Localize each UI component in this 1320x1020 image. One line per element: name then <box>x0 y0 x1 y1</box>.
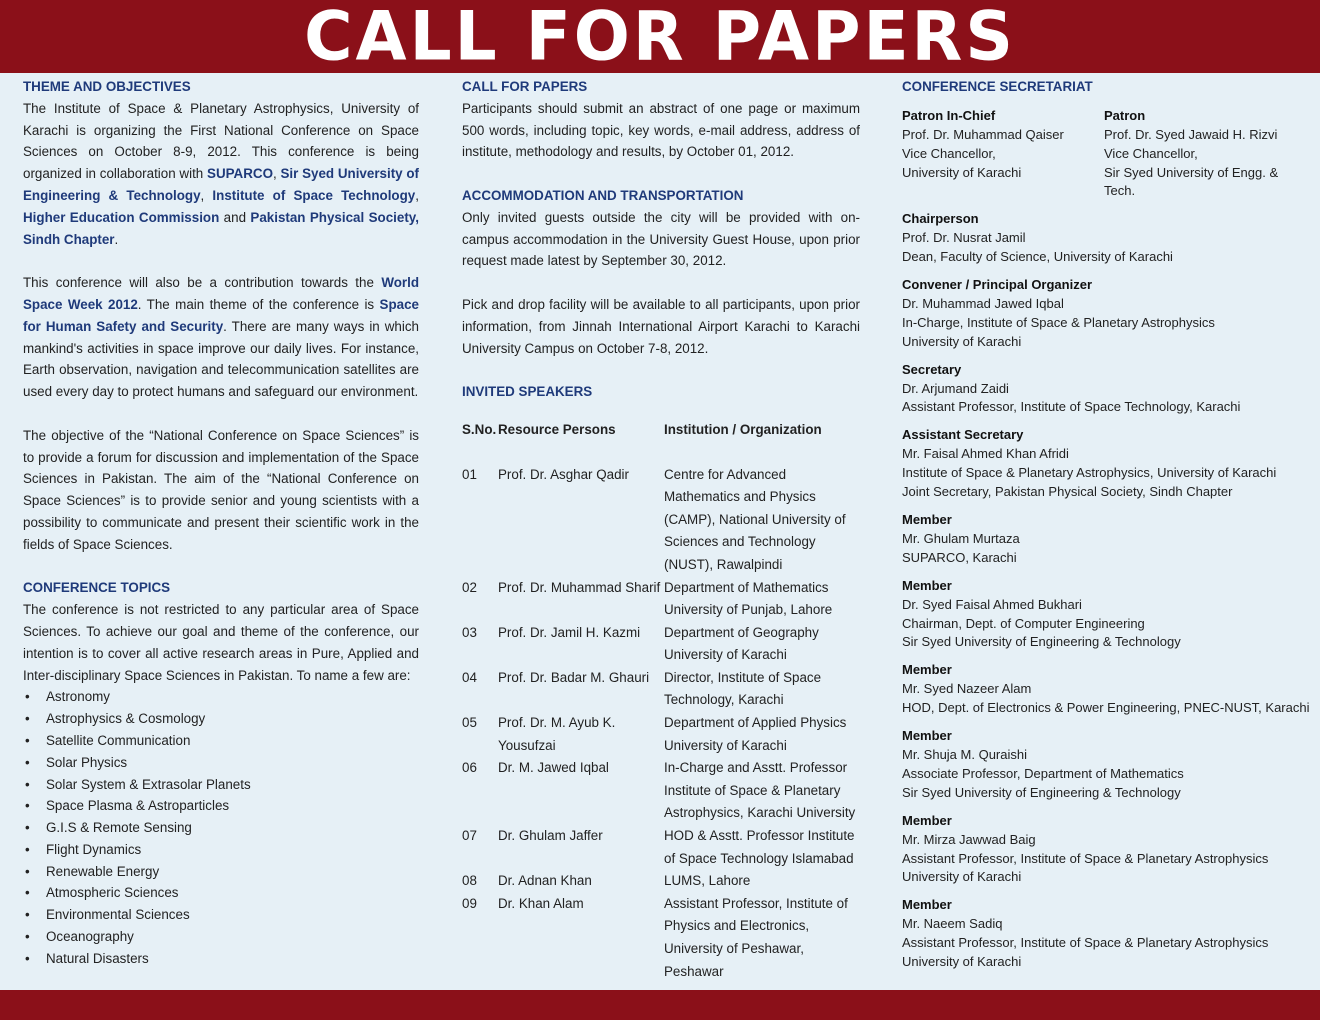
member-detail: University of Karachi <box>902 869 1022 885</box>
accommodation-text: Only invited guests outside the city will be provided with on-campus accommodation in the University Guest House, upon prior request made latest by September 30, 2012. <box>462 209 860 269</box>
topics-intro: The conference is not restricted to any particular area of Space Sciences. To achieve our goal and theme of the conference, our intention is to cover all active research areas in Pure, Applied and Inter-disciplinary Space Sciences in Pakistan. To name a few are: <box>23 602 419 683</box>
theme-paragraph-2: This conference will also be a contribution towards the World Space Week 2012. The main theme of the conference is Space for Human Safety and Security. There are many ways in which mankind's activities in space improve our daily lives. For instance, Earth observation, navigation and telecommunication satellites are used every day to protect humans and safeguard our environment. <box>23 275 419 400</box>
member-detail: Assistant Professor, Institute of Space Technology, Karachi <box>902 399 1241 415</box>
speaker-institution: Centre for Advanced Mathematics and Physics (CAMP), National University of Sciences and Technology (NUST), Rawalpindi <box>664 466 846 572</box>
member-detail: Dr. Syed Faisal Ahmed Bukhari <box>902 596 1082 612</box>
member-detail: SUPARCO, Karachi <box>902 549 1017 565</box>
topic-item: • Natural Disasters <box>23 948 419 970</box>
org-suparco: SUPARCO <box>207 166 273 182</box>
speaker-number: 02 <box>462 579 477 595</box>
topic-item: • G.I.S & Remote Sensing <box>23 817 419 839</box>
conference-theme: Space for Human Safety and Security <box>23 296 419 334</box>
org-ssuet: Sir Syed University of Engineering & Technology <box>23 166 419 203</box>
speaker-number: 06 <box>462 760 477 776</box>
member-role: Member <box>902 728 952 744</box>
footer-bar <box>0 990 1320 1020</box>
topic-item: • Astrophysics & Cosmology <box>23 708 419 730</box>
speaker-name: Prof. Dr. Jamil H. Kazmi <box>498 624 641 640</box>
speaker-row <box>462 464 860 577</box>
topic-item: • Space Plasma & Astroparticles <box>23 795 419 817</box>
speaker-name: Prof. Dr. Asghar Qadir <box>498 466 629 482</box>
speaker-institution: HOD & Asstt. Professor Institute of Space Technology Islamabad <box>664 828 855 866</box>
speaker-number: 04 <box>462 669 477 685</box>
speaker-institution: Department of Mathematics University of Punjab, Lahore <box>664 579 833 618</box>
member-detail: Mr. Mirza Jawwad Baig <box>902 831 1036 847</box>
member-detail: Prof. Dr. Nusrat Jamil <box>902 230 1026 246</box>
speakers-heading: INVITED SPEAKERS <box>462 384 593 400</box>
member-detail: University of Karachi <box>902 954 1022 970</box>
member-detail: HOD, Dept. of Electronics & Power Engineering, PNEC-NUST, Karachi <box>902 700 1310 716</box>
transport-text: Pick and drop facility will be available to all participants, upon prior information, from Jinnah International Airport Karachi to Karachi University Campus on October 7-8, 2012. <box>462 296 860 356</box>
topic-item: • Flight Dynamics <box>23 839 419 861</box>
secretariat-members <box>902 210 1312 972</box>
theme-paragraph-1: The Institute of Space & Planetary Astrophysics, University of Karachi is organizing the First National Conference on Space Sciences on October 8-9, 2012. This conference is being organized in collaboration with SUPARCO, Sir Syed University of Engineering & Technology, Institute of Space Technology, Higher Education Commission and Pakistan Physical Society, Sindh Chapter. <box>23 100 419 247</box>
member-detail: In-Charge, Institute of Space & Planetary Astrophysics <box>902 314 1215 330</box>
member-detail: Assistant Professor, Institute of Space & Planetary Astrophysics <box>902 850 1269 866</box>
speaker-row <box>462 622 860 667</box>
col-person: Resource Persons <box>498 421 616 437</box>
member-role: Chairperson <box>902 211 979 227</box>
secretariat-member <box>902 426 1312 502</box>
member-detail: Associate Professor, Department of Mathematics <box>902 765 1184 781</box>
member-detail: Mr. Shuja M. Quraishi <box>902 746 1027 762</box>
speaker-name: Dr. Adnan Khan <box>498 873 592 889</box>
secretariat-member <box>902 511 1312 568</box>
speaker-row <box>462 712 860 757</box>
org-ist: Institute of Space Technology <box>212 187 416 203</box>
topic-item: • Renewable Energy <box>23 861 419 883</box>
speaker-row <box>462 757 860 825</box>
speaker-institution: Assistant Professor, Institute of Physics and Electronics, University of Peshawar, Peshawar <box>664 895 848 979</box>
member-detail: Dr. Muhammad Jawed Iqbal <box>902 295 1064 311</box>
speaker-name: Prof. Dr. M. Ayub K. Yousufzai <box>498 715 616 753</box>
col-institution: Institution / Organization <box>664 421 822 437</box>
member-detail: Institute of Space & Planetary Astrophysics, University of Karachi <box>902 465 1277 481</box>
theme-paragraph-3: The objective of the “National Conference on Space Sciences” is to provide a forum for discussion and implementation of the Space Sciences in Pakistan. The aim of the “National Conference on Space Sciences” is to provide senior and young scientists with a possibility to communicate and present their scientific work in the fields of Space Sciences. <box>23 427 419 552</box>
title-banner <box>0 0 1320 76</box>
secretariat-member <box>902 727 1312 803</box>
topic-item: • Environmental Sciences <box>23 904 419 926</box>
secretariat-member <box>902 276 1312 352</box>
speaker-institution: LUMS, Lahore <box>664 873 751 889</box>
secretariat-heading: CONFERENCE SECRETARIAT <box>902 79 1093 94</box>
org-hec: Higher Education Commission <box>23 209 220 225</box>
member-role: Member <box>902 897 952 913</box>
col-sno: S.No. <box>462 421 497 437</box>
speaker-row <box>462 667 860 712</box>
speaker-number: 07 <box>462 828 477 844</box>
speaker-name: Dr. M. Jawed Iqbal <box>498 760 609 776</box>
member-detail: Mr. Ghulam Murtaza <box>902 530 1020 546</box>
member-detail: Mr. Faisal Ahmed Khan Afridi <box>902 446 1069 462</box>
speakers-table <box>462 419 860 983</box>
member-role: Member <box>902 812 952 828</box>
topic-list <box>23 686 419 969</box>
member-detail: Joint Secretary, Pakistan Physical Society, Sindh Chapter <box>902 484 1233 500</box>
speaker-row <box>462 870 860 893</box>
member-detail: University of Karachi <box>902 333 1022 349</box>
secretariat-member <box>902 812 1312 888</box>
speaker-institution: Department of Applied Physics University of Karachi <box>664 715 847 753</box>
member-detail: Dr. Arjumand Zaidi <box>902 380 1009 396</box>
secretariat-member <box>902 577 1312 653</box>
speaker-name: Dr. Khan Alam <box>498 895 584 911</box>
topics-heading: CONFERENCE TOPICS <box>23 580 171 596</box>
speaker-row <box>462 893 860 983</box>
member-role: Member <box>902 512 952 528</box>
cfp-text: Participants should submit an abstract of one page or maximum 500 words, including topic, key words, e-mail address, address of institute, methodology and results, by October 01, 2012. <box>462 100 860 160</box>
speaker-institution: In-Charge and Asstt. Professor Institute of Space & Planetary Astrophysics, Karachi University <box>664 760 856 821</box>
speaker-institution: Department of Geography University of Karachi <box>664 624 819 663</box>
event-name: World Space Week 2012 <box>23 275 419 312</box>
topic-item: • Astronomy <box>23 686 419 708</box>
member-detail: Sir Syed University of Engineering & Technology <box>902 784 1181 800</box>
left-column <box>23 76 419 970</box>
patrons <box>902 107 1312 202</box>
secretariat-member <box>902 896 1312 972</box>
speaker-name: Prof. Dr. Muhammad Sharif <box>498 579 661 595</box>
speaker-institution: Director, Institute of Space Technology, Karachi <box>664 669 822 708</box>
topic-item: • Oceanography <box>23 926 419 948</box>
member-detail: Mr. Naeem Sadiq <box>902 916 1003 932</box>
speaker-row <box>462 825 860 870</box>
theme-heading: THEME AND OBJECTIVES <box>23 79 191 94</box>
member-role: Member <box>902 577 952 593</box>
secretariat-member <box>902 661 1312 718</box>
speaker-number: 01 <box>462 466 477 482</box>
member-detail: Dean, Faculty of Science, University of Karachi <box>902 249 1173 265</box>
org-pps: Pakistan Physical Society, Sindh Chapter <box>23 209 419 247</box>
secretariat-member <box>902 210 1312 267</box>
member-role: Member <box>902 662 952 678</box>
secretariat-member <box>902 361 1312 418</box>
speaker-number: 03 <box>462 624 477 640</box>
topic-item: • Solar System & Extrasolar Planets <box>23 774 419 796</box>
speaker-row <box>462 577 860 622</box>
patron-in-chief: Patron In-Chief Prof. Dr. Muhammad Qaiser Vice Chancellor, University of Karachi <box>902 107 1064 180</box>
cfp-heading: CALL FOR PAPERS <box>462 79 588 94</box>
member-role: Secretary <box>902 361 962 377</box>
member-detail: Chairman, Dept. of Computer Engineering <box>902 615 1145 631</box>
page-title: CALL FOR PAPERS <box>304 0 1016 76</box>
middle-column <box>462 76 860 983</box>
speaker-name: Dr. Ghulam Jaffer <box>498 828 603 844</box>
right-column <box>902 76 1312 981</box>
member-detail: Mr. Syed Nazeer Alam <box>902 681 1032 697</box>
patron: Patron Prof. Dr. Syed Jawaid H. Rizvi Vice Chancellor, Sir Syed University of Engg. & Tech. <box>1104 107 1279 199</box>
member-detail: Assistant Professor, Institute of Space & Planetary Astrophysics <box>902 935 1269 951</box>
member-detail: Sir Syed University of Engineering & Technology <box>902 634 1181 650</box>
speaker-name: Prof. Dr. Badar M. Ghauri <box>498 669 650 685</box>
topic-item: • Atmospheric Sciences <box>23 882 419 904</box>
member-role: Convener / Principal Organizer <box>902 277 1092 293</box>
member-role: Assistant Secretary <box>902 427 1024 443</box>
topic-item: • Solar Physics <box>23 752 419 774</box>
accommodation-heading: ACCOMMODATION AND TRANSPORTATION <box>462 187 744 203</box>
speaker-number: 09 <box>462 895 477 911</box>
speaker-number: 05 <box>462 715 477 731</box>
topic-item: • Satellite Communication <box>23 730 419 752</box>
speaker-number: 08 <box>462 873 477 889</box>
